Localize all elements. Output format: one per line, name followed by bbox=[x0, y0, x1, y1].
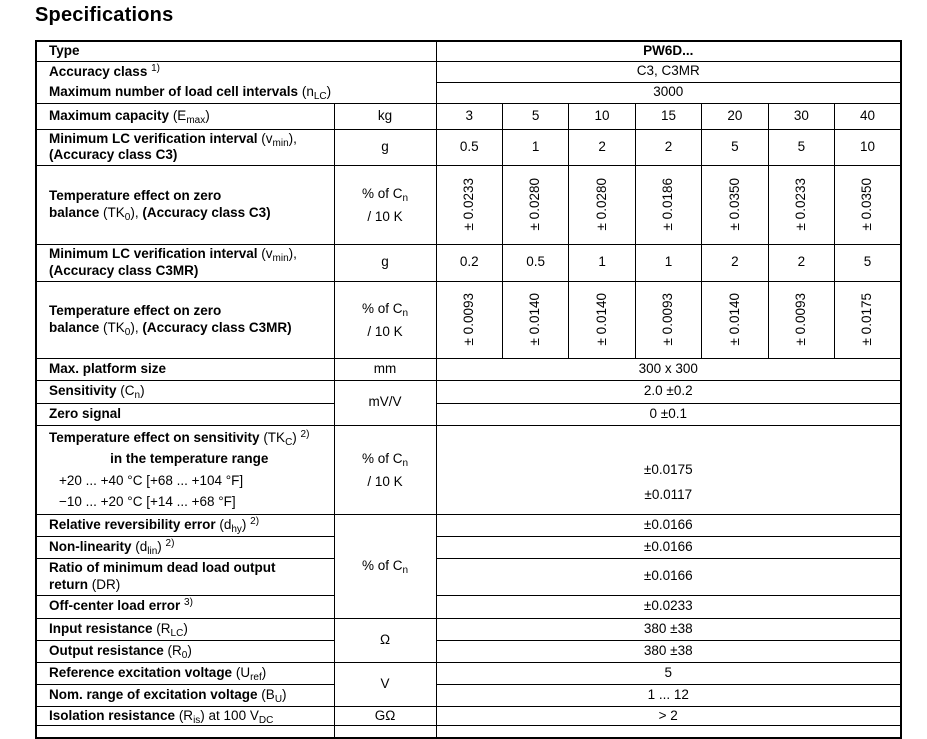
spec-label-cell bbox=[36, 281, 334, 358]
spec-cell-line: +20 ... +40 °C [+68 ... +104 °F] bbox=[59, 472, 244, 488]
spec-row bbox=[36, 595, 901, 618]
specifications-table bbox=[35, 40, 902, 739]
spec-value-cell: 0.5 bbox=[502, 244, 568, 281]
spec-value-cell: 5 bbox=[702, 129, 768, 165]
spec-cell-line: / 10 K bbox=[367, 473, 403, 489]
spec-unit-cell: V bbox=[334, 662, 436, 706]
spec-cell-line: ±0.0175 bbox=[643, 461, 693, 477]
spec-value-cell bbox=[436, 165, 502, 244]
spec-value-cell bbox=[569, 165, 635, 244]
rotated-value: ± 0.0093 bbox=[793, 293, 809, 346]
spec-value-cell: ±0.0166 bbox=[436, 536, 901, 558]
spec-value-cell: C3, C3MR bbox=[436, 61, 901, 82]
spec-value-cell bbox=[436, 425, 901, 514]
spec-row bbox=[36, 558, 901, 595]
spec-cell-line: balance $(TK_0)$, (Accuracy class C3MR) bbox=[49, 319, 292, 338]
spec-label-cell: Isolation resistance $(R_{is})$ at 100 $V_{DC}$ bbox=[36, 706, 334, 726]
spec-value-cell: 1 bbox=[502, 129, 568, 165]
spec-value-cell bbox=[569, 281, 635, 358]
spec-value-cell: 1 bbox=[569, 244, 635, 281]
spec-unit-cell bbox=[334, 425, 436, 514]
spec-cell-line: / 10 K bbox=[367, 208, 403, 224]
rotated-value: ± 0.0140 bbox=[593, 293, 609, 346]
spec-value-cell: 5 bbox=[436, 662, 901, 684]
spec-unit-cell: g bbox=[334, 129, 436, 165]
spec-row bbox=[36, 244, 901, 281]
spec-row bbox=[36, 281, 901, 358]
spec-value-cell: 0 ±0.1 bbox=[436, 403, 901, 425]
spec-unit-cell bbox=[334, 281, 436, 358]
spec-label-cell: Maximum number of load cell intervals $(n_{LC})$ bbox=[36, 82, 436, 103]
rotated-value: ± 0.0280 bbox=[593, 178, 609, 231]
spec-value-cell: ±0.0166 bbox=[436, 514, 901, 536]
rotated-value: ± 0.0093 bbox=[460, 293, 476, 346]
spec-cell-line: % of $C_n$ bbox=[361, 185, 409, 204]
spec-cell-line: in the temperature range bbox=[110, 451, 269, 466]
spec-unit-cell: mm bbox=[334, 358, 436, 380]
spec-row bbox=[36, 726, 901, 738]
spec-cell-line: Minimum LC verification interval $(v_{min})$, bbox=[49, 130, 297, 149]
spec-value-cell bbox=[835, 165, 901, 244]
spec-cell-line: Minimum LC verification interval $(v_{min})$, bbox=[49, 246, 297, 264]
spec-label-cell: Relative reversibility error $(d_{hy})$ $^{2)}$ bbox=[36, 514, 334, 536]
spec-value-cell: 20 bbox=[702, 103, 768, 129]
spec-row bbox=[36, 536, 901, 558]
spec-label-cell: Maximum capacity $(E_{max})$ bbox=[36, 103, 334, 129]
spec-row bbox=[36, 706, 901, 726]
spec-label-cell bbox=[36, 129, 334, 165]
spec-row bbox=[36, 103, 901, 129]
spec-label-cell bbox=[36, 726, 334, 738]
spec-row bbox=[36, 380, 901, 403]
spec-label-cell: Max. platform size bbox=[36, 358, 334, 380]
page-title: Specifications bbox=[35, 4, 174, 26]
spec-value-cell: 2 bbox=[635, 129, 701, 165]
spec-label-cell: Accuracy class $^{1)}$ bbox=[36, 61, 436, 82]
spec-cell-line: Temperature effect on zero bbox=[49, 303, 222, 318]
spec-row bbox=[36, 662, 901, 684]
rotated-value: ± 0.0093 bbox=[660, 293, 676, 346]
spec-unit-cell bbox=[334, 165, 436, 244]
spec-value-cell: 0.5 bbox=[436, 129, 502, 165]
spec-value-cell: 380 ±38 bbox=[436, 618, 901, 640]
rotated-value: ± 0.0233 bbox=[460, 178, 476, 231]
spec-value-cell: 2 bbox=[702, 244, 768, 281]
spec-table-body bbox=[36, 41, 901, 738]
spec-label-cell: Nom. range of excitation voltage $(B_U)$ bbox=[36, 684, 334, 706]
spec-value-cell bbox=[702, 281, 768, 358]
rotated-value: ± 0.0140 bbox=[726, 293, 742, 346]
spec-value-cell bbox=[702, 165, 768, 244]
spec-cell-line: balance $(TK_0)$, (Accuracy class C3) bbox=[49, 204, 271, 223]
spec-label-cell: Zero signal bbox=[36, 403, 334, 425]
spec-value-cell: 380 ±38 bbox=[436, 640, 901, 662]
spec-value-cell: 3 bbox=[436, 103, 502, 129]
spec-value-cell bbox=[768, 281, 834, 358]
spec-value-cell bbox=[502, 281, 568, 358]
spec-cell-line: % of $C_n$ bbox=[361, 450, 409, 469]
spec-cell-line: Temperature effect on sensitivity $(TK_C)$ $^{2)}$ bbox=[49, 428, 310, 448]
spec-row bbox=[36, 514, 901, 536]
rotated-value: ± 0.0350 bbox=[859, 178, 875, 231]
spec-value-cell: ±0.0166 bbox=[436, 558, 901, 595]
spec-value-cell: 1 ... 12 bbox=[436, 684, 901, 706]
spec-value-cell bbox=[502, 165, 568, 244]
rotated-value: ± 0.0140 bbox=[527, 293, 543, 346]
spec-value-cell: 15 bbox=[635, 103, 701, 129]
spec-label-cell bbox=[36, 165, 334, 244]
spec-cell-line: Ratio of minimum dead load output bbox=[49, 560, 276, 575]
spec-unit-cell: % of $C_n$ bbox=[334, 514, 436, 618]
spec-label-cell: Off-center load error $^{3)}$ bbox=[36, 595, 334, 618]
spec-row bbox=[36, 129, 901, 165]
spec-unit-cell: Ω bbox=[334, 618, 436, 662]
spec-row bbox=[36, 358, 901, 380]
spec-value-cell: 3000 bbox=[436, 82, 901, 103]
spec-value-cell bbox=[436, 281, 502, 358]
rotated-value: ± 0.0186 bbox=[660, 178, 676, 231]
spec-value-cell bbox=[635, 165, 701, 244]
spec-value-cell: 2 bbox=[569, 129, 635, 165]
spec-row bbox=[36, 61, 901, 82]
spec-row bbox=[36, 684, 901, 706]
spec-value-cell: 5 bbox=[835, 244, 901, 281]
spec-value-cell: 2.0 ±0.2 bbox=[436, 380, 901, 403]
spec-label-cell: Sensitivity $(C_n)$ bbox=[36, 380, 334, 403]
spec-label-cell: Input resistance $(R_{LC})$ bbox=[36, 618, 334, 640]
spec-unit-cell: GΩ bbox=[334, 706, 436, 726]
spec-row bbox=[36, 618, 901, 640]
spec-value-cell: 300 x 300 bbox=[436, 358, 901, 380]
spec-cell-line: −10 ... +20 °C [+14 ... +68 °F] bbox=[59, 494, 236, 509]
spec-row bbox=[36, 41, 901, 61]
spec-unit-cell: kg bbox=[334, 103, 436, 129]
spec-value-cell bbox=[768, 165, 834, 244]
spec-value-cell: PW6D... bbox=[436, 41, 901, 61]
rotated-value: ± 0.0350 bbox=[726, 178, 742, 231]
spec-cell-line: Temperature effect on zero bbox=[49, 188, 222, 203]
spec-label-cell: Type bbox=[36, 41, 436, 61]
spec-value-cell: > 2 bbox=[436, 706, 901, 726]
spec-value-cell: 0.2 bbox=[436, 244, 502, 281]
spec-cell-line: / 10 K bbox=[367, 323, 403, 339]
spec-label-cell: Reference excitation voltage $(U_{ref})$ bbox=[36, 662, 334, 684]
spec-row bbox=[36, 403, 901, 425]
rotated-value: ± 0.0233 bbox=[793, 178, 809, 231]
spec-unit-cell bbox=[334, 726, 436, 738]
spec-value-cell: 40 bbox=[835, 103, 901, 129]
spec-label-cell bbox=[36, 244, 334, 281]
spec-cell-line: ±0.0117 bbox=[644, 486, 693, 502]
spec-label-cell: Output resistance $(R_0)$ bbox=[36, 640, 334, 662]
spec-value-cell bbox=[436, 726, 901, 738]
spec-value-cell bbox=[635, 281, 701, 358]
spec-label-cell bbox=[36, 558, 334, 595]
spec-value-cell: 5 bbox=[502, 103, 568, 129]
spec-value-cell bbox=[835, 281, 901, 358]
spec-value-cell: 10 bbox=[569, 103, 635, 129]
rotated-value: ± 0.0175 bbox=[859, 293, 875, 346]
spec-value-cell: 1 bbox=[635, 244, 701, 281]
spec-row bbox=[36, 640, 901, 662]
spec-cell-line: (Accuracy class C3) bbox=[49, 147, 178, 162]
spec-unit-cell: mV/V bbox=[334, 380, 436, 425]
spec-row bbox=[36, 425, 901, 514]
spec-value-cell: 5 bbox=[768, 129, 834, 165]
spec-row bbox=[36, 165, 901, 244]
spec-unit-cell: g bbox=[334, 244, 436, 281]
spec-value-cell: 30 bbox=[768, 103, 834, 129]
spec-label-cell: Non-linearity $(d_{lin})$ $^{2)}$ bbox=[36, 536, 334, 558]
spec-value-cell: 2 bbox=[768, 244, 834, 281]
rotated-value: ± 0.0280 bbox=[527, 178, 543, 231]
spec-label-cell bbox=[36, 425, 334, 514]
spec-value-cell: ±0.0233 bbox=[436, 595, 901, 618]
spec-cell-line: (Accuracy class C3MR) bbox=[49, 262, 199, 278]
spec-cell-line: return (DR) bbox=[49, 576, 121, 592]
spec-cell-line: % of $C_n$ bbox=[361, 300, 409, 319]
spec-value-cell: 10 bbox=[835, 129, 901, 165]
spec-row bbox=[36, 82, 901, 103]
